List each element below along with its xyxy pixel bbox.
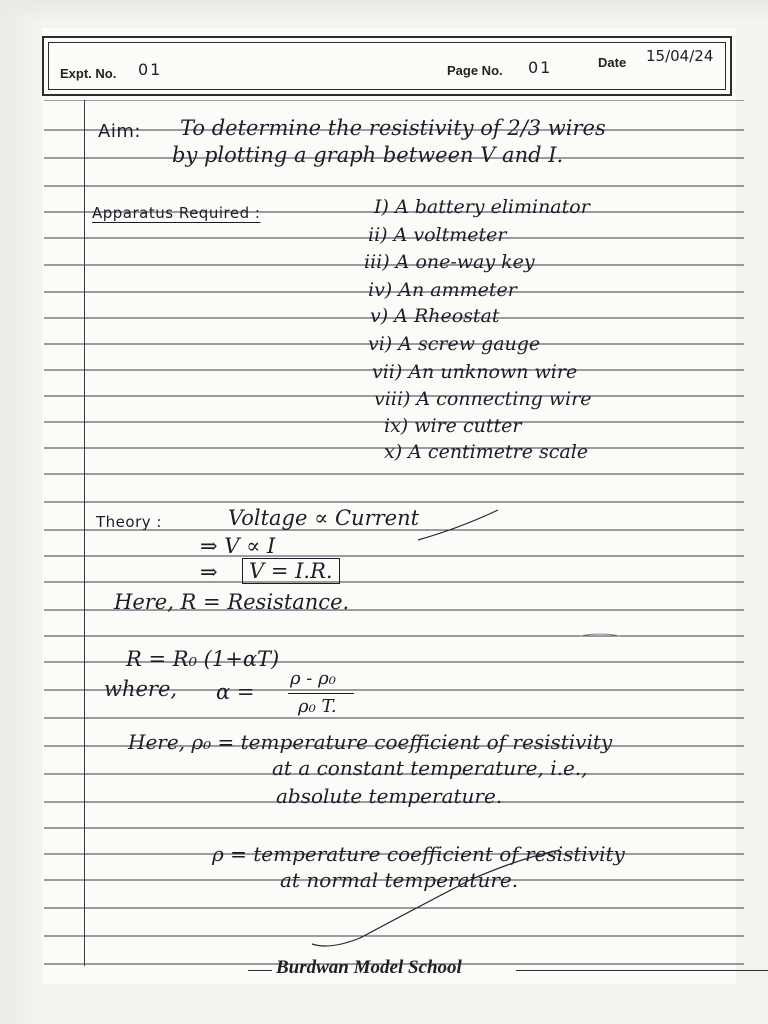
theory-line-3-arrow: ⇒ <box>200 560 218 584</box>
aim-line-1: To determine the resistivity of 2/3 wires <box>180 116 606 140</box>
apparatus-item-5: v) A Rheostat <box>370 305 500 327</box>
apparatus-item-3: iii) A one-way key <box>364 251 535 273</box>
aim-line-2: by plotting a graph between V and I. <box>172 143 564 167</box>
theory-line-9: absolute temperature. <box>276 784 503 808</box>
expt-no-value: 01 <box>138 60 163 79</box>
apparatus-item-6: vi) A screw gauge <box>368 333 541 355</box>
margin-mark-stroke <box>580 634 620 636</box>
apparatus-item-7: vii) An unknown wire <box>372 361 578 383</box>
theory-line-6-prefix: where, <box>104 677 178 701</box>
apparatus-item-2: ii) A voltmeter <box>368 224 507 246</box>
signature-stroke <box>312 850 560 946</box>
theory-formula-box: V = I.R. <box>242 558 340 584</box>
page-footer <box>248 956 768 984</box>
expt-no-label: Expt. No. <box>60 66 117 81</box>
school-name: Burdwan Model School <box>276 957 462 978</box>
apparatus-label: Apparatus Required : <box>92 204 261 222</box>
theory-line-5: R = R₀ (1+αT) <box>126 647 280 671</box>
theory-fraction-denominator: ρ₀ T. <box>298 696 337 717</box>
theory-line-2: ⇒ V ∝ I <box>200 534 276 558</box>
page-no-value: 01 <box>528 58 553 77</box>
theory-line-1: Voltage ∝ Current <box>228 506 420 530</box>
theory-line-10: ρ = temperature coefficient of resistivity <box>212 842 625 866</box>
page-no-label: Page No. <box>447 63 503 78</box>
theory-label: Theory : <box>96 513 162 531</box>
footer-rule-right <box>516 970 768 971</box>
apparatus-item-10: x) A centimetre scale <box>384 441 589 463</box>
theory-line-4: Here, R = Resistance. <box>114 590 350 614</box>
aim-label: Aim: <box>98 121 141 142</box>
apparatus-item-1: I) A battery eliminator <box>374 196 590 218</box>
theory-line-7: Here, ρ₀ = temperature coefficient of resistivity <box>128 730 613 754</box>
date-label: Date <box>598 55 627 70</box>
theory-line-6-alpha: α = <box>216 680 255 704</box>
theory-line-11: at normal temperature. <box>280 868 519 892</box>
current-underline-stroke <box>418 510 498 540</box>
date-value: 15/04/24 <box>646 47 714 65</box>
theory-fraction-numerator: ρ - ρ₀ <box>290 668 336 689</box>
apparatus-item-4: iv) An ammeter <box>368 279 517 301</box>
theory-line-8: at a constant temperature, i.e., <box>272 756 588 780</box>
footer-rule-left <box>248 970 272 971</box>
apparatus-item-8: viii) A connecting wire <box>374 388 592 410</box>
apparatus-item-9: ix) wire cutter <box>384 415 522 437</box>
